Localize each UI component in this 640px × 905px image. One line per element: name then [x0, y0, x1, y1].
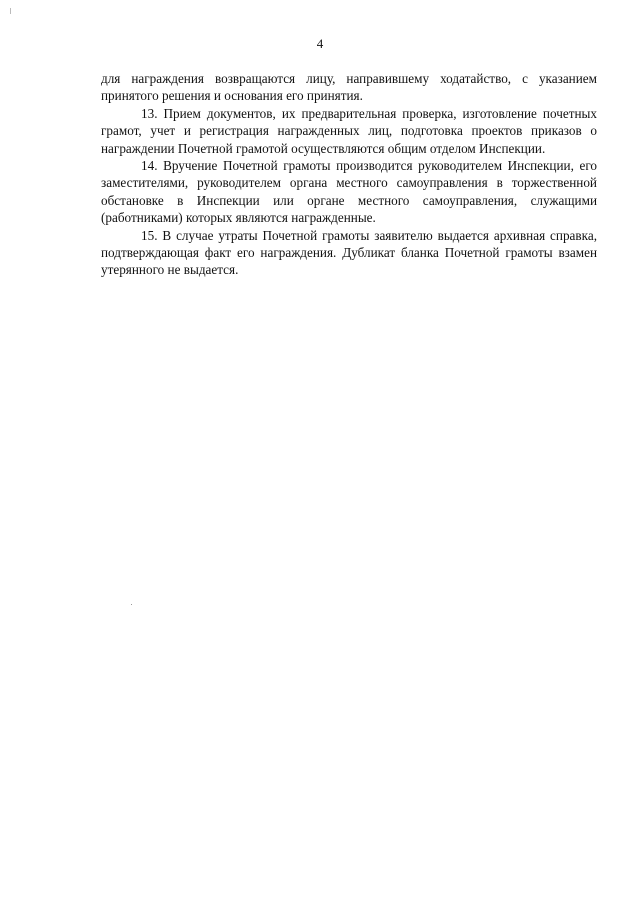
scan-artifact-dot	[131, 604, 132, 605]
page-number: 4	[316, 36, 324, 51]
document-body	[101, 70, 597, 279]
paragraph-continuation: для награждения возвращаются лицу, направившему ходатайство, с указанием принятого решения и основания его принятия.	[101, 71, 597, 104]
paragraph-item-15: 15. В случае утраты Почетной грамоты заявителю выдается архивная справка, подтверждающая факт его награждения. Дубликат бланка Почетной грамоты взамен утерянного не выдается.	[101, 227, 597, 278]
paragraph-item-13: 13. Прием документов, их предварительная проверка, изготовление почетных грамот, учет и регистрация награжденных лиц, подготовка проектов приказов о награждении Почетной грамотой осуществляются общим отделом Инспекции.	[101, 105, 597, 156]
scan-corner-mark	[10, 8, 11, 14]
paragraph-item-14: 14. Вручение Почетной грамоты производится руководителем Инспекции, его заместителями, руководителем органа местного самоуправления в торжественной обстановке в Инспекции или органе местного самоуправления, служащими (работниками) которых являются награжденные.	[101, 158, 597, 226]
